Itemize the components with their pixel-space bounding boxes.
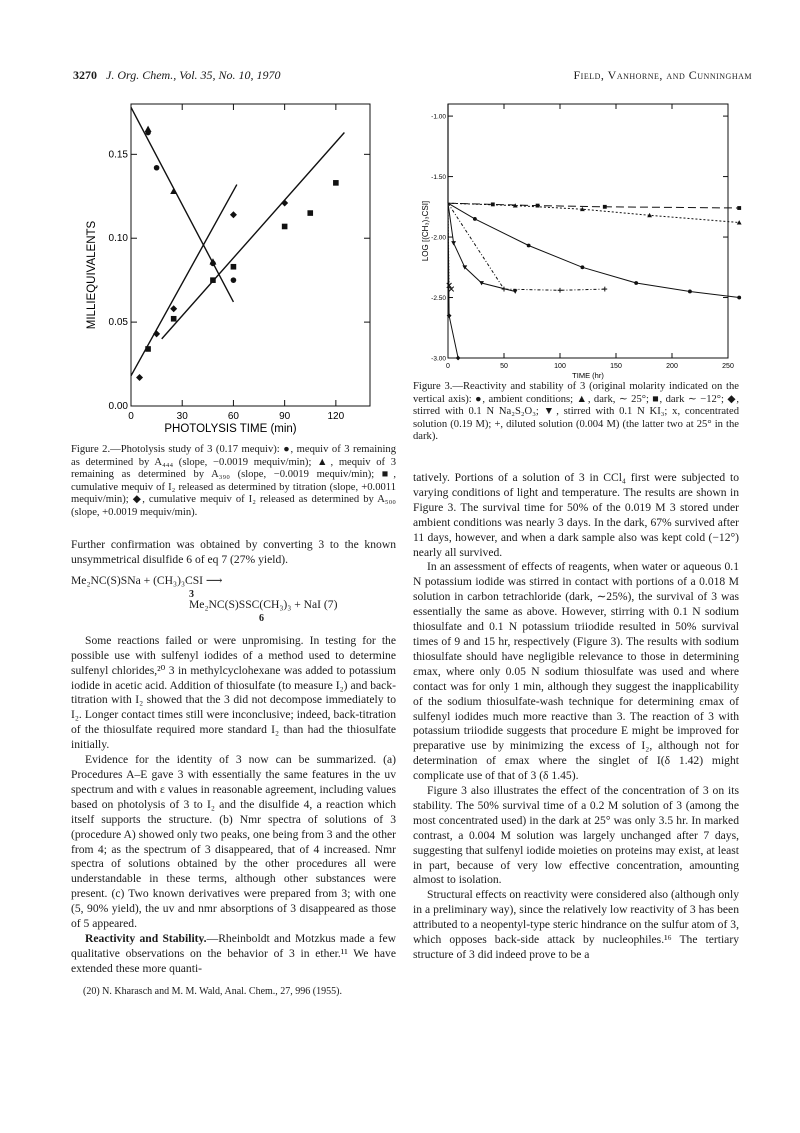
x-tick-label: 30: [176, 411, 188, 422]
data-point: [153, 330, 160, 337]
y-tick-label: 0.10: [108, 233, 128, 245]
y-axis-label: MILLIEQUIVALENTS: [86, 220, 98, 330]
equation-7: [71, 572, 396, 628]
y-tick-label: -3.00: [431, 355, 446, 363]
authors: Field, Vanhorne, and Cunningham: [573, 68, 752, 82]
y-tick-label: 0.00: [108, 401, 128, 412]
fit-line: [131, 107, 233, 302]
paragraph: Some reactions failed or were unpromising. In testing for the possible use with sulfenyl iodides of a method used to determine sulfenyl chlorides,²⁰ 3 in methylcyclohexane was added to potassium iodide in acetic acid. Addition of thiosulfate (to measure I₂) and back-titration with I₂ showed that the 3 did not decompose immediately to I₂. Longer contact times still were inconclusive; indeed, back-titration of the thiosulfate required more standard I₂ than had the thiosulfate initially.: [71, 633, 396, 752]
x-tick-label: 0: [446, 363, 450, 370]
x-tick-label: 60: [227, 411, 239, 422]
x-tick-label: 0: [128, 411, 134, 422]
data-point: [231, 277, 237, 283]
data-point: [145, 126, 152, 132]
data-point: [136, 374, 143, 381]
footnote: (20) N. Kharasch and M. M. Wald, Anal. Chem., 27, 996 (1955).: [83, 985, 342, 997]
x-tick-label: 250: [722, 363, 734, 370]
data-point: [145, 346, 151, 352]
data-point: [737, 206, 741, 210]
paragraph-text: —Rheinboldt and Motzkus made a few qualitative observations on the behavior of 3 in ether.¹¹ We have extended these more quanti-: [71, 931, 397, 975]
data-point: [737, 220, 742, 224]
data-point: [170, 305, 177, 312]
data-point: [282, 224, 288, 230]
equation-left: Me₂NC(S)SNa + (CH₃)₃CSI ⟶: [71, 573, 223, 587]
data-point: [580, 265, 584, 269]
figure-3-caption: Figure 3.—Reactivity and stability of 3 (original molarity indicated on the vertical axis): ●, ambient conditions; ▲, dark, ∼ 25°; ■, dark ∼ −12°; ◆, stirred with 0.1 N Na₂S₂O₃; ▼, stirred with 0.1 N KI₃; x, concentrated solution (0.19 M); +, diluted solution (0.004 M) (the latter two at 25° in the dark).: [413, 381, 739, 442]
series-line: [448, 203, 458, 358]
y-axis-label: LOG [(CH₃)₃CSI]: [421, 200, 430, 262]
x-tick-label: 150: [610, 363, 622, 370]
plot-frame: [131, 104, 370, 406]
paragraph: Figure 3 also illustrates the effect of the concentration of 3 on its stability. The 50% survival time of a 0.2 M solution of 3 (among the most concentrated used) in the dark at 25° was only 3.5 hr. In marked contrast, a 0.004 M solution was largely unchanged after 7 days, suggesting that sulfenyl iodide moieties on proteins may exist, at least in part, because of very low effective concentration, amounting almost to isolation.: [413, 784, 739, 887]
data-point: [231, 264, 237, 270]
data-point: [170, 188, 177, 194]
data-point: [447, 313, 452, 318]
paragraph: Structural effects on reactivity were considered also (although only in a preliminary way), since the relatively low reactivity of 3 has been attributed to a neopentyl-type steric hindrance on the sulfur atom of 3, which opposes back-side attack by nucleophiles.¹⁶ The tertiary structure of 3 did indeed prove to be a: [413, 888, 739, 961]
paragraph: Evidence for the identity of 3 now can be summarized. (a) Procedures A–E gave 3 with essentially the same features in the uv spectrum and with ε values in reasonable agreement, including values based on photolysis of 3 to I₂ and the disulfide 4, a reaction which itself supports the structure. (b) Nmr spectra of solutions of 3 (procedure A) showed only two peaks, one being from 3 and the other from 4; as the spectrum of 3 disappeared, that of 4 increased. Nmr spectra of solutions obtained by the other procedures all were understandable in these terms, although other substances were present. (c) Two known derivatives were prepared from 3; with one (5, 90% yield), the uv and nmr absorptions of 3 disappeared as those of 5 appeared.: [71, 753, 396, 931]
page-header: [73, 68, 752, 86]
compound-number: 6: [259, 612, 264, 624]
x-axis-label: PHOTOLYSIS TIME (min): [164, 423, 297, 435]
equation-right: Me₂NC(S)SSC(CH₃)₃ + NaI (7): [189, 597, 338, 611]
series-line: [448, 203, 515, 291]
data-point: [230, 211, 237, 218]
x-tick-label: 90: [279, 411, 291, 422]
section-heading: Reactivity and Stability.: [85, 931, 207, 945]
data-point: [456, 356, 461, 361]
running-head-left: [73, 68, 281, 83]
paragraph: [71, 932, 396, 977]
data-point: [171, 316, 177, 322]
paragraph: Further confirmation was obtained by converting 3 to the known unsymmetrical disulfide 6 of eq 7 (27% yield).: [71, 538, 396, 566]
figure-2-caption: Figure 2.—Photolysis study of 3 (0.17 mequiv): ●, mequiv of 3 remaining as determined by A₄₄₄ (slope, −0.0019 mequiv/min); ▲, mequiv of 3 remaining as determined by A₃₉₀ (slope, −0.0019 mequiv/min); ■, cumulative mequiv of I₂ released as determined by titration (slope, +0.0011 mequiv/min); ◆, cumulative mequiv of I₂ released as determined by A₅₀₀ (slope, +0.0019 mequiv/min).: [71, 444, 396, 518]
figure-2-chart: [75, 96, 375, 446]
y-tick-label: -2.50: [431, 295, 446, 303]
figure-3-chart: [418, 96, 743, 381]
data-point: [210, 277, 216, 283]
data-point: [491, 202, 495, 206]
data-point: [603, 205, 607, 209]
data-point: [154, 165, 160, 171]
x-axis-label: TIME (hr): [572, 371, 604, 380]
right-column: [413, 471, 739, 963]
paragraph: tatively. Portions of a solution of 3 in CCl₄ first were subjected to varying conditions of light and temperature. The results are shown in Figure 3. The survival time for 50% of the 0.019 M 3 stored under ambient conditions was nearly 3 days. In the dark, 67% survived after 11 days, however, and when a dark sample also was kept cold (−12°) nearly all survived.: [413, 471, 739, 559]
data-point: [307, 210, 313, 216]
y-tick-label: -1.50: [431, 174, 446, 182]
series-line: [448, 203, 605, 290]
data-point: [737, 296, 741, 300]
plot-frame: [448, 104, 728, 358]
y-tick-label: 0.05: [108, 317, 128, 329]
data-point: [513, 290, 518, 294]
data-point: [281, 199, 288, 206]
data-point: [634, 281, 638, 285]
x-tick-label: 50: [500, 363, 508, 370]
fit-line: [162, 133, 345, 339]
series-line: [448, 203, 739, 297]
data-point: [333, 180, 339, 186]
data-point: [451, 241, 456, 245]
data-point: [688, 290, 692, 294]
left-column: [71, 538, 396, 1000]
y-tick-label: -1.00: [431, 113, 446, 121]
data-point: [536, 204, 540, 208]
journal-citation: J. Org. Chem., Vol. 35, No. 10, 1970: [106, 68, 281, 82]
data-point: [527, 244, 531, 248]
x-tick-label: 200: [666, 363, 678, 370]
y-tick-label: -2.00: [431, 234, 446, 242]
page-number: 3270: [73, 68, 97, 82]
data-point: [473, 217, 477, 221]
paragraph: In an assessment of effects of reagents, when water or aqueous 0.1 N potassium iodide was stirred in contact with portions of a 0.018 M solution in carbon tetrachloride (dark, ∼25%), the survival of 3 was essentially the same as above. However, stirring with 0.1 N sodium thiosulfate and 0.1 N potassium triiodide resulted in 50% survival times of 9 and 15 hr, respectively (Figure 3). The results with sodium thiosulfate should have negligible relevance to those in determining εmax, where only 0.05 N sodium thiosulfate was used and where contact was for only 1 min, although they suggest the inapplicability of the sodium thiosulfate-wash technique for determining εmax of sulfenyl iodides much more reactive than 3. The reaction of 3 with potassium triiodide suggests that procedure E might be improved for preparative use by minimizing the excess of I₂, although not for determination of εmax where the singlet of I(δ 1.42) might complicate use of that of 3 (δ 1.45).: [413, 560, 739, 783]
x-tick-label: 100: [554, 363, 566, 370]
x-tick-label: 120: [327, 411, 345, 422]
y-tick-label: 0.15: [108, 149, 128, 161]
compound-number: 3: [189, 588, 194, 600]
